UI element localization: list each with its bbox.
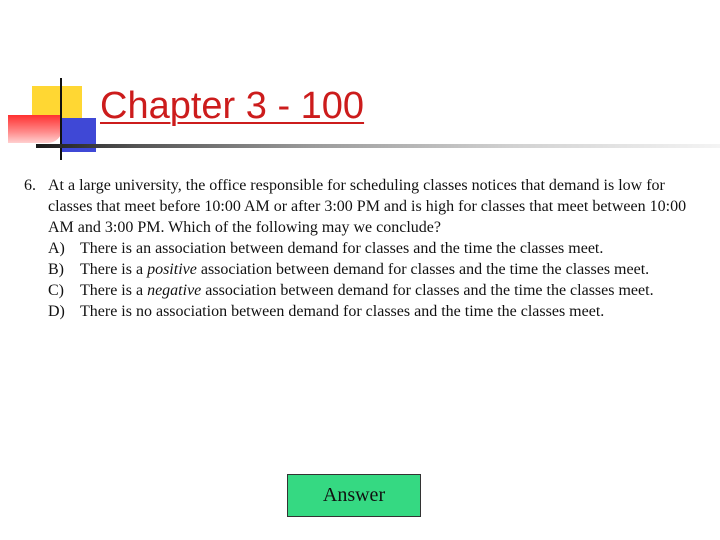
answer-choices xyxy=(24,238,700,322)
choice-text-part: There is a xyxy=(80,261,148,278)
choice-text xyxy=(80,280,700,301)
choice-text-part: There is an association between demand for classes and the time the classes meet. xyxy=(80,240,604,257)
title-divider-line xyxy=(36,144,720,148)
answer-button[interactable]: Answer xyxy=(287,474,421,517)
choice-text-part: There is a xyxy=(80,282,148,299)
question-text: At a large university, the office responsible for scheduling classes notices that demand is low for classes that meet before 10:00 AM or after 3:00 PM and is high for classes that meet between 10:00 AM and 3:00 PM. Which of the following may we conclude? xyxy=(48,177,687,236)
choice-emphasis: positive xyxy=(147,261,197,278)
question-block xyxy=(24,175,700,322)
choice-d xyxy=(48,301,700,322)
choice-a xyxy=(48,238,700,259)
choice-emphasis: negative xyxy=(147,282,202,299)
slide-title: Chapter 3 - 100 xyxy=(100,85,365,127)
red-gradient-decoration xyxy=(8,115,62,143)
question-stem xyxy=(24,175,700,238)
choice-letter: A) xyxy=(48,240,65,257)
choice-text xyxy=(80,301,700,322)
choice-text-part: association between demand for classes and the time the classes meet. xyxy=(196,261,650,278)
choice-c xyxy=(48,280,700,301)
choice-text-part: There is no association between demand for classes and the time the classes meet. xyxy=(80,303,605,320)
question-number: 6. xyxy=(24,177,36,194)
choice-letter: B) xyxy=(48,261,64,278)
choice-b xyxy=(48,259,700,280)
choice-text xyxy=(80,259,700,280)
choice-letter: D) xyxy=(48,303,65,320)
choice-letter: C) xyxy=(48,282,64,299)
choice-text xyxy=(80,238,700,259)
choice-text-part: association between demand for classes and the time the classes meet. xyxy=(201,282,654,299)
